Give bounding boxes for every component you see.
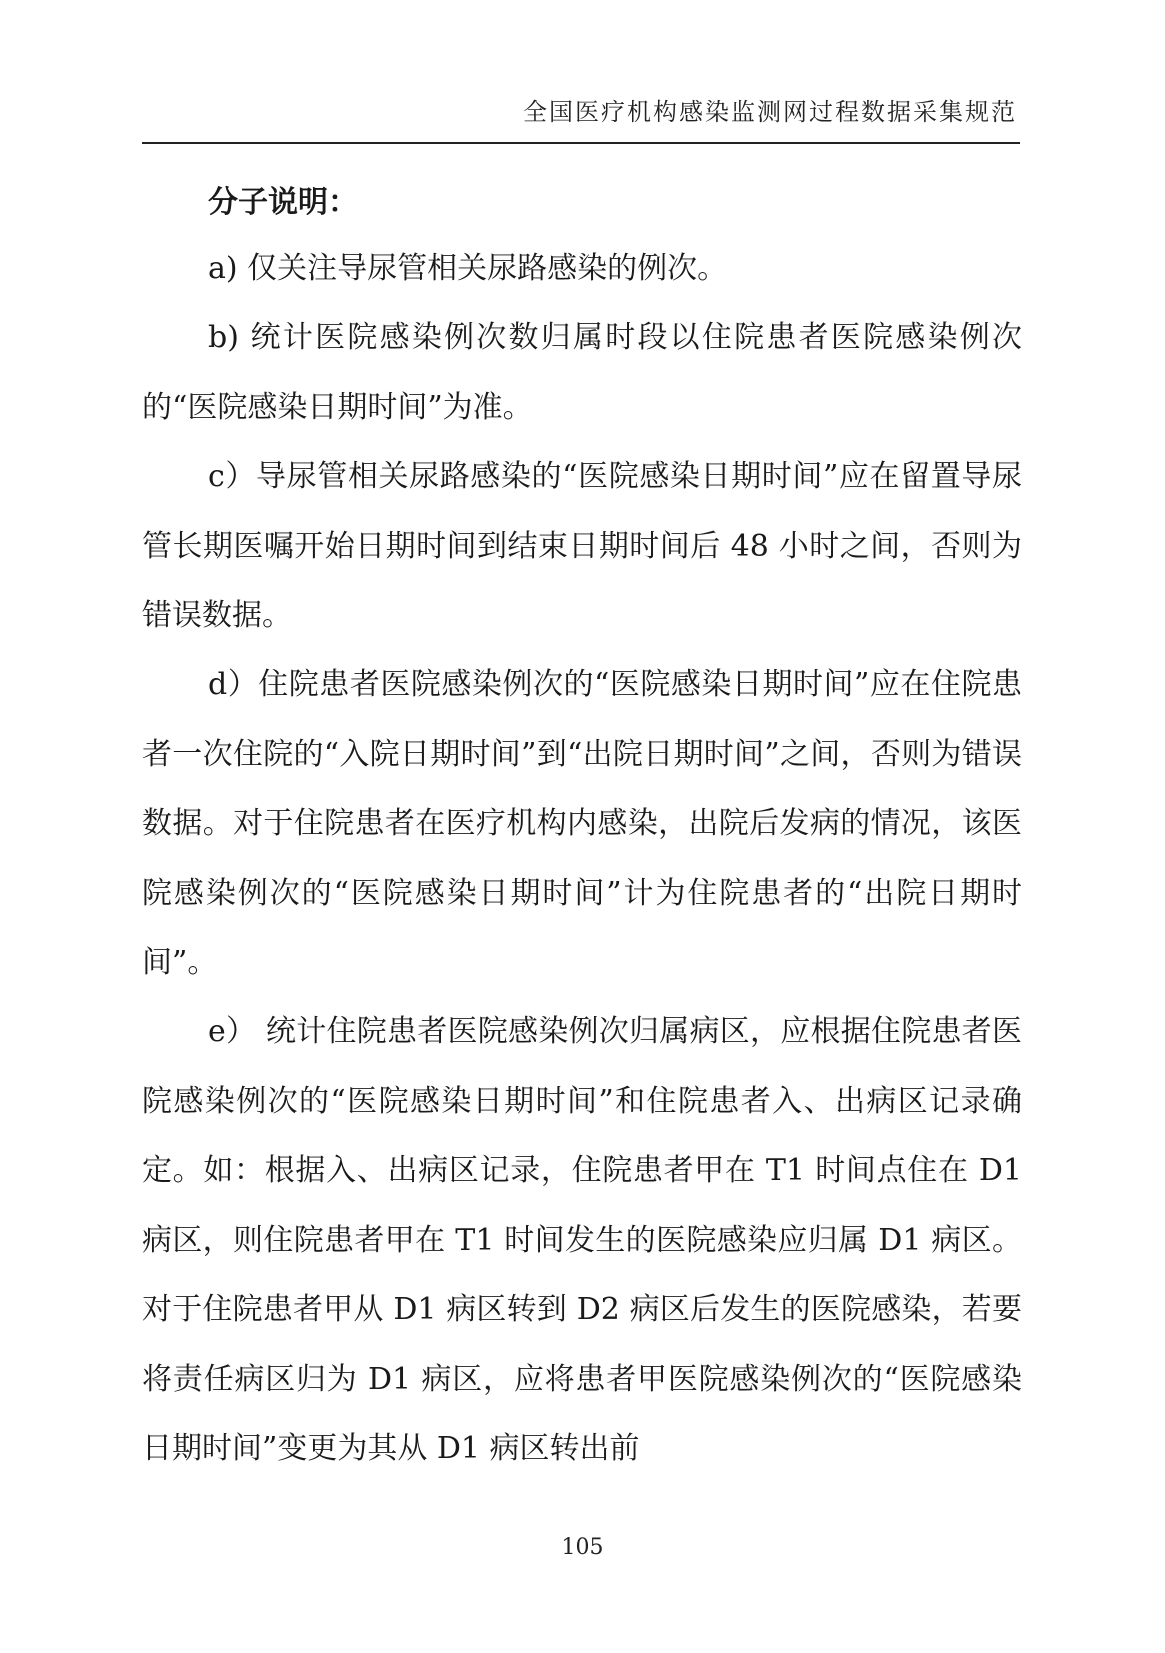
running-header: 全国医疗机构感染监测网过程数据采集规范 bbox=[523, 98, 1017, 126]
body-text bbox=[142, 172, 1022, 1483]
header-rule bbox=[142, 142, 1020, 144]
paragraph-a: a) 仅关注导尿管相关尿路感染的例次。 bbox=[208, 251, 728, 286]
section-heading: 分子说明： bbox=[208, 185, 358, 220]
paragraph-d: d）住院患者医院感染例次的“医院感染日期时间”应在住院患者一次住院的“入院日期时间”到“出院日期时间”之间，否则为错误数据。对于住院患者在医疗机构内感染，出院后发病的情况，该医院感染例次的“医院感染日期时间”计为住院患者的“出院日期时间”。 bbox=[142, 667, 1022, 981]
page-number: 105 bbox=[561, 1535, 604, 1560]
paragraph-b: b) 统计医院感染例次数归属时段以住院患者医院感染例次的“医院感染日期时间”为准。 bbox=[142, 320, 1022, 425]
paragraph-c: c）导尿管相关尿路感染的“医院感染日期时间”应在留置导尿管长期医嘱开始日期时间到结束日期时间后 48 小时之间，否则为错误数据。 bbox=[142, 459, 1022, 634]
paragraph-e: e） 统计住院患者医院感染例次归属病区，应根据住院患者医院感染例次的“医院感染日期时间”和住院患者入、出病区记录确定。如：根据入、出病区记录，住院患者甲在 T1 时间点住在 D1 病区，则住院患者甲在 T1 时间发生的医院感染应归属 D1 病区。对于住院患者甲从 D1 病区转到 D2 病区后发生的医院感染，若要将责任病区归为 D1 病区，应将患者甲医院感染例次的“医院感染日期时间”变更为其从 D1 病区转出前 bbox=[142, 1014, 1022, 1466]
